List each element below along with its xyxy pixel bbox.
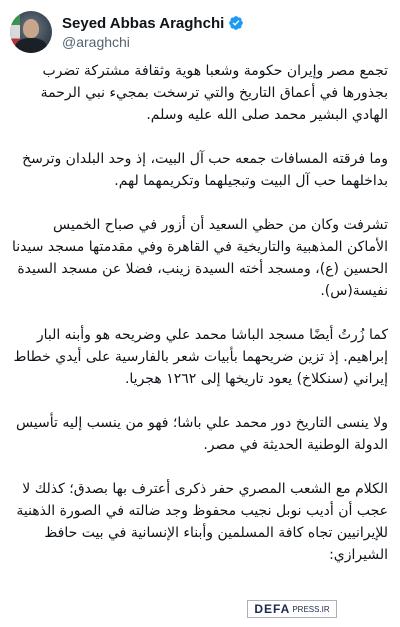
verified-badge-icon bbox=[228, 15, 244, 31]
author-names bbox=[62, 15, 244, 50]
avatar[interactable] bbox=[10, 11, 52, 53]
avatar-suit bbox=[15, 38, 47, 53]
handle[interactable]: @araghchi bbox=[62, 33, 130, 50]
tweet-paragraph: كما زُرتُ أيضًا مسجد الباشا محمد علي وضريحه هو وأبنه البار إبراهيم. إذ تزين ضريحهما بأبيات شعر بالفارسية على أيدي خطاط إيراني (سنكلاخ) يعود تاريخها إلى ١٢٦٢ هجريا. bbox=[13, 327, 388, 387]
watermark-logo bbox=[232, 599, 352, 619]
tweet-paragraph: الكلام مع الشعب المصري حفر ذكرى أعترف بها بصدق؛ كذلك لا عجب أن أديب نوبل نجيب محفوظ وجد ضالته في الصورة الذهنية للإيرانيين تجاه كافة المسلمين وأبناء الإنسانية في بيت حافظ الشيرازي: bbox=[16, 481, 388, 563]
tweet-body bbox=[12, 60, 388, 588]
watermark-box bbox=[247, 600, 336, 618]
tweet-paragraph: وما فرقته المسافات جمعه حب آل البيت، إذ وحد البلدان وترسخ بداخلهما حب آل البيت وتبجيلهما وتكريمهما لهم. bbox=[22, 151, 388, 189]
watermark-main: DEFA bbox=[254, 602, 291, 616]
tweet-header bbox=[10, 8, 390, 56]
tweet-paragraph: تجمع مصر وإيران حكومة وشعبا هوية وثقافة مشتركة تضرب بجذورها في أعماق التاريخ والتي ترسخت بمجيء نبي الرحمة الهادي البشير محمد صلى الله عليه وسلم. bbox=[40, 63, 388, 123]
name-row bbox=[62, 15, 244, 32]
watermark-sub: PRESS.IR bbox=[292, 604, 330, 614]
avatar-face bbox=[23, 19, 39, 38]
tweet-paragraph: ولا ينسى التاريخ دور محمد علي باشا؛ فهو من ينسب إليه تأسيس الدولة الوطنية الحديثة في مصر. bbox=[15, 415, 388, 453]
tweet-paragraph: تشرفت وكان من حظي السعيد أن أزور في صباح الخميس الأماكن المذهبية والتاريخية في القاهرة وفي مقدمتها مسجد سيدنا الحسين (ع)، ومسجد أخته السيدة زينب، فضلا عن مسجد السيدة نفيسة(س). bbox=[12, 217, 388, 299]
display-name[interactable]: Seyed Abbas Araghchi bbox=[62, 14, 225, 32]
